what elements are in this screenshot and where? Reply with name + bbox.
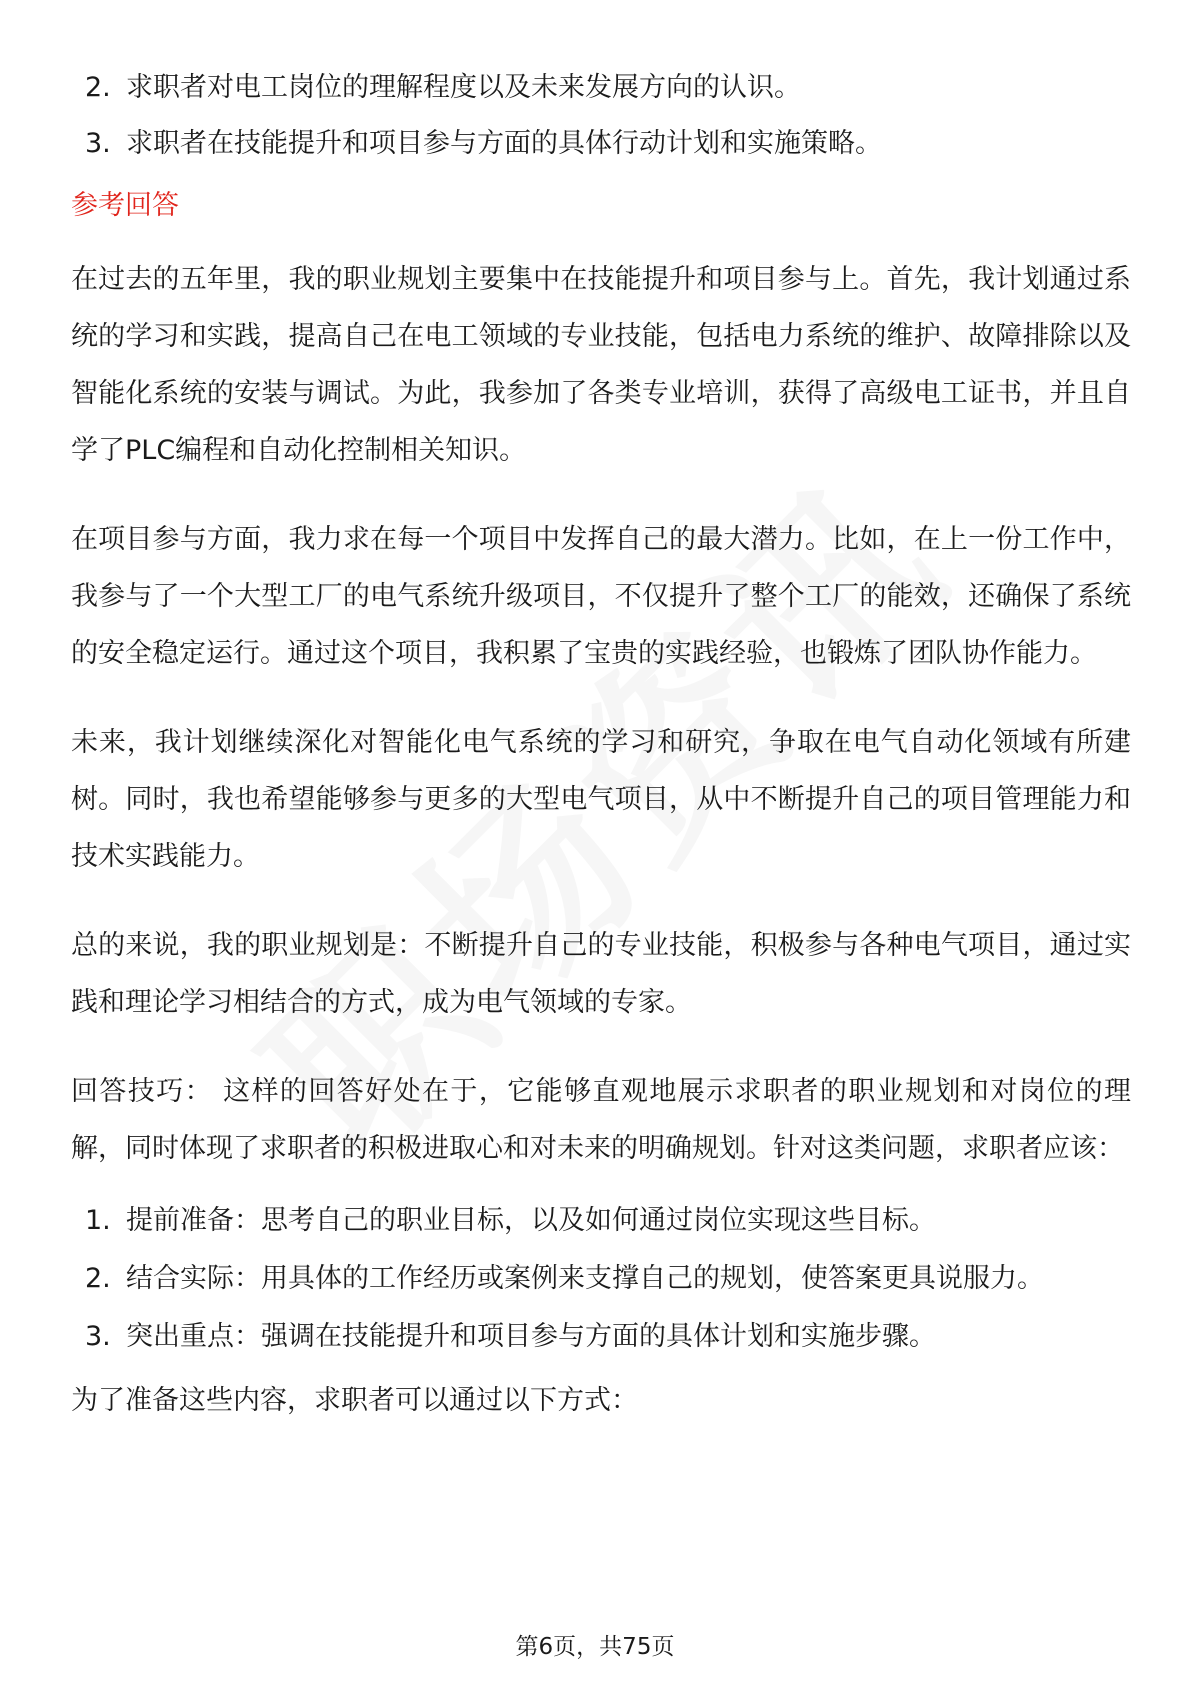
list-item-text: 提前准备：思考自己的职业目标，以及如何通过岗位实现这些目标。 — [126, 1205, 936, 1236]
answer-paragraph: 未来，我计划继续深化对智能化电气系统的学习和研究，争取在电气自动化领域有所建树。同时，我也希望能够参与更多的大型电气项目，从中不断提升自己的项目管理能力和技术实践能力。 — [71, 727, 1131, 872]
closing-line: 为了准备这些内容，求职者可以通过以下方式： — [71, 1385, 638, 1416]
list-item-number: 3. — [85, 128, 111, 159]
list-item-number: 3. — [85, 1321, 111, 1352]
list-item-text: 突出重点：强调在技能提升和项目参与方面的具体计划和实施步骤。 — [126, 1321, 936, 1352]
list-item-text: 求职者对电工岗位的理解程度以及未来发展方向的认识。 — [126, 72, 801, 103]
answer-paragraph: 总的来说，我的职业规划是：不断提升自己的专业技能，积极参与各种电气项目，通过实践和理论学习相结合的方式，成为电气领域的专家。 — [71, 930, 1131, 1018]
list-item — [71, 70, 1131, 106]
list-item-number: 1. — [85, 1205, 111, 1236]
answer-paragraph: 在项目参与方面，我力求在每一个项目中发挥自己的最大潜力。比如，在上一份工作中，我参与了一个大型工厂的电气系统升级项目，不仅提升了整个工厂的能效，还确保了系统的安全稳定运行。通过这个项目，我积累了宝贵的实践经验，也锻炼了团队协作能力。 — [71, 524, 1131, 669]
list-item-text: 求职者在技能提升和项目参与方面的具体行动计划和实施策略。 — [126, 128, 882, 159]
section-heading: 参考回答 — [71, 190, 179, 221]
list-item-number: 2. — [85, 72, 111, 103]
list-item-text: 结合实际：用具体的工作经历或案例来支撑自己的规划，使答案更具说服力。 — [126, 1263, 1044, 1294]
tips-list — [71, 1203, 1131, 1355]
question-focus-list — [71, 70, 1131, 162]
list-item — [71, 126, 1131, 162]
list-item-number: 2. — [85, 1263, 111, 1294]
answer-paragraph: 在过去的五年里，我的职业规划主要集中在技能提升和项目参与上。首先，我计划通过系统的学习和实践，提高自己在电工领域的专业技能，包括电力系统的维护、故障排除以及智能化系统的安装与调试。为此，我参加了各类专业培训，获得了高级电工证书，并且自学了PLC编程和自动化控制相关知识。 — [71, 264, 1131, 466]
page-number-footer: 第6页，共75页 — [515, 1634, 675, 1660]
page-content — [71, 70, 1131, 1419]
list-item — [71, 1203, 1131, 1239]
tips-paragraph: 回答技巧： 这样的回答好处在于，它能够直观地展示求职者的职业规划和对岗位的理解，同时体现了求职者的积极进取心和对未来的明确规划。针对这类问题，求职者应该： — [71, 1076, 1131, 1164]
list-item — [71, 1319, 1131, 1355]
list-item — [71, 1261, 1131, 1297]
